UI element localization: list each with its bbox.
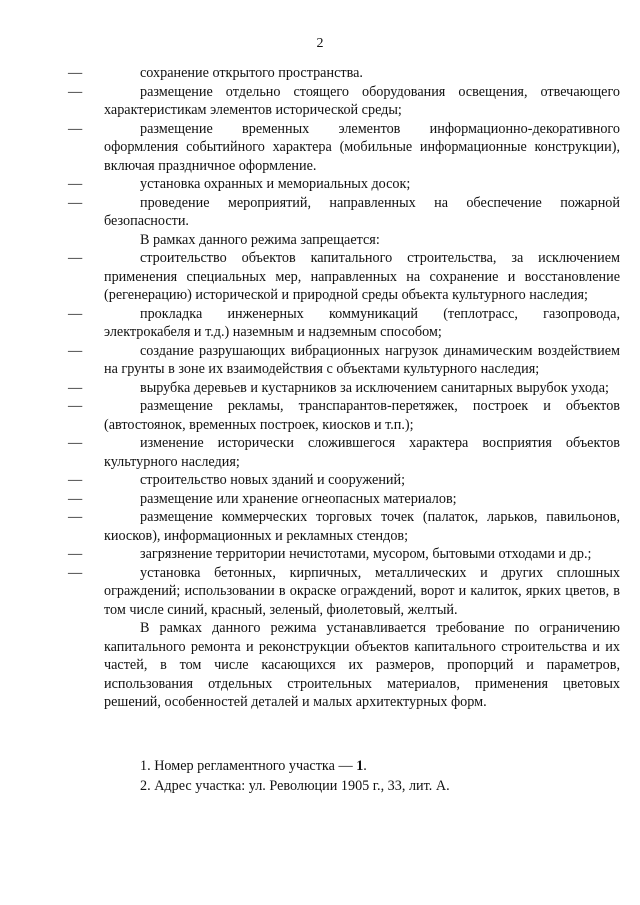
list-item: — размещение отдельно стоящего оборудования освещения, отвечающего характеристикам элементов исторической среды; [104, 83, 620, 120]
prohibited-heading: В рамках данного режима запрещается: [140, 231, 380, 248]
list-item: — создание разрушающих вибрационных нагрузок динамическим воздействием на грунты в зоне их взаимодействия с объектами культурного наследия; [104, 342, 620, 379]
list-item: — прокладка инженерных коммуникаций (теплотрасс, газопровода, электрокабеля и т.д.) наземным и надземным способом; [104, 305, 620, 342]
list-item: — строительство новых зданий и сооружений; [104, 471, 620, 490]
list-item: — установка бетонных, кирпичных, металлических и других сплошных ограждений; использовании в окраске ограждений, ворот и калиток, ярких цветов, в том числе синий, красный, зеленый, фиолетовый, желтый. [104, 564, 620, 620]
list-item: — размещение рекламы, транспарантов-перетяжек, построек и объектов (автостоянок, временных построек, киосков и т.п.); [104, 397, 620, 434]
list-item: — размещение или хранение огнеопасных материалов; [104, 490, 620, 509]
list-item: — размещение временных элементов информационно-декоративного оформления событийного характера (мобильные информационные конструкции), включая праздничное оформление. [104, 120, 620, 176]
requirement-paragraph: В рамках данного режима устанавливается требование по ограничению капитального ремонта и реконструкции объектов капитального строительства и их частей, в том числе касающихся их размеров, пропорций и параметров, использования отдельных строительных материалов, применения цветовых решений, особенностей деталей и малых архитектурных форм. [104, 620, 620, 710]
list-item: — загрязнение территории нечистотами, мусором, бытовыми отходами и др.; [104, 545, 620, 564]
list-item: — вырубка деревьев и кустарников за исключением санитарных вырубок ухода; [104, 379, 620, 398]
list-item: — установка охранных и мемориальных досок; [104, 175, 620, 194]
plot-number-suffix: . [363, 757, 367, 774]
plot-number-label: 1. Номер регламентного участка — [140, 757, 357, 774]
list-item: — строительство объектов капитального строительства, за исключением применения специальных мер, направленных на сохранение и восстановление (регенерацию) исторической и природной среды объекта культурного наследия; [104, 249, 620, 305]
plot-info [104, 756, 620, 796]
page-number: 2 [316, 36, 324, 51]
intro-list [104, 64, 620, 231]
plot-number-line [104, 756, 620, 776]
plot-number-value: 1 [356, 757, 364, 774]
list-item: — проведение мероприятий, направленных на обеспечение пожарной безопасности. [104, 194, 620, 231]
list-item: — сохранение открытого пространства. [104, 64, 620, 83]
prohibited-list [104, 249, 620, 619]
plot-address: 2. Адрес участка: ул. Революции 1905 г., 33, лит. А. [140, 777, 450, 794]
list-item: — изменение исторически сложившегося характера восприятия объектов культурного наследия; [104, 434, 620, 471]
document-body [104, 64, 620, 796]
list-item: — размещение коммерческих торговых точек (палаток, ларьков, павильонов, киосков), информационных и рекламных стендов; [104, 508, 620, 545]
